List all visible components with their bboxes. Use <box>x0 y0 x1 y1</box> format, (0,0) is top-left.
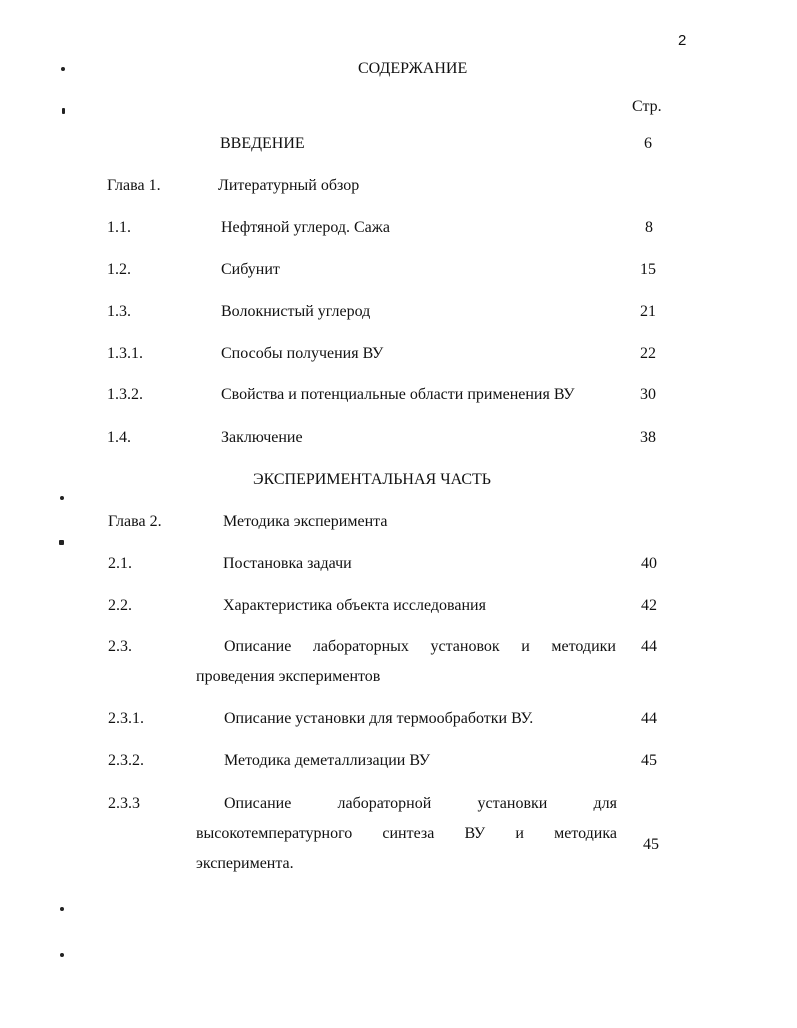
scan-mark <box>60 953 64 957</box>
chapter2-title: Методика эксперимента <box>223 513 388 530</box>
toc-entry-label-line3: эксперимента. <box>196 855 294 872</box>
toc-entry-number: 2.3.3 <box>108 795 140 812</box>
chapter1-title: Литературный обзор <box>218 177 360 194</box>
toc-entry-label: Характеристика объекта исследования <box>223 597 486 614</box>
toc-word: и <box>515 825 524 842</box>
toc-entry-label: Методика деметаллизации ВУ <box>224 752 431 769</box>
toc-entry-label: Сибунит <box>221 261 280 278</box>
toc-word: для <box>593 795 617 812</box>
chapter2-number: Глава 2. <box>108 513 162 530</box>
page-number: 2 <box>678 32 687 49</box>
toc-word: высокотемпературного <box>196 825 353 842</box>
toc-word: установок <box>430 638 500 655</box>
toc-word: установки <box>477 795 548 812</box>
toc-entry-page: 45 <box>641 752 657 769</box>
toc-entry-label: Заключение <box>221 429 303 446</box>
page-column-header: Стр. <box>632 98 662 115</box>
toc-entry-page: 44 <box>641 638 657 655</box>
toc-entry-page: 15 <box>640 261 656 278</box>
toc-entry-number: 2.1. <box>108 555 132 572</box>
toc-entry-page: 30 <box>640 386 656 403</box>
toc-entry-page: 38 <box>640 429 656 446</box>
toc-entry-label-line1 <box>224 638 616 656</box>
toc-word: методика <box>554 825 617 842</box>
toc-entry-page: 40 <box>641 555 657 572</box>
toc-entry-page: 44 <box>641 710 657 727</box>
scan-mark <box>60 496 64 500</box>
toc-entry-number: 2.3.2. <box>108 752 144 769</box>
toc-word: лабораторных <box>312 638 409 655</box>
toc-word: лабораторной <box>337 795 432 812</box>
toc-word: синтеза <box>382 825 435 842</box>
toc-entry-page: 22 <box>640 345 656 362</box>
toc-title: СОДЕРЖАНИЕ <box>358 60 468 77</box>
toc-entry-label-line2: проведения экспериментов <box>196 668 381 685</box>
toc-entry-number: 2.3.1. <box>108 710 144 727</box>
toc-entry-number: 2.3. <box>108 638 132 655</box>
intro-label: ВВЕДЕНИЕ <box>220 135 305 152</box>
toc-entry-label: Описание установки для термообработки ВУ. <box>224 710 534 727</box>
toc-word: Описание <box>224 795 292 812</box>
toc-entry-number: 1.3.2. <box>107 386 143 403</box>
toc-entry-number: 1.2. <box>107 261 131 278</box>
toc-entry-label: Способы получения ВУ <box>221 345 384 362</box>
toc-word: ВУ <box>464 825 486 842</box>
toc-entry-label: Волокнистый углерод <box>221 303 371 320</box>
toc-word: методики <box>551 638 616 655</box>
toc-entry-number: 1.3.1. <box>107 345 143 362</box>
toc-word: и <box>521 638 530 655</box>
toc-entry-label: Нефтяной углерод. Сажа <box>221 219 390 236</box>
toc-word: Описание <box>224 638 292 655</box>
toc-entry-number: 1.4. <box>107 429 131 446</box>
toc-entry-label-line1 <box>224 795 617 813</box>
toc-entry-page: 21 <box>640 303 656 320</box>
intro-page: 6 <box>644 135 652 152</box>
toc-entry-page: 42 <box>641 597 657 614</box>
toc-entry-page: 8 <box>645 219 653 236</box>
toc-entry-number: 1.3. <box>107 303 131 320</box>
toc-entry-label: Свойства и потенциальные области применения ВУ <box>221 386 575 403</box>
scan-mark <box>61 67 65 71</box>
toc-entry-label-line2 <box>196 825 617 843</box>
scan-mark <box>62 108 65 114</box>
scan-mark <box>59 540 64 545</box>
chapter1-number: Глава 1. <box>107 177 161 194</box>
toc-entry-page: 45 <box>643 836 659 853</box>
section-heading: ЭКСПЕРИМЕНТАЛЬНАЯ ЧАСТЬ <box>253 471 491 488</box>
toc-entry-label: Постановка задачи <box>223 555 352 572</box>
scan-mark <box>60 907 64 911</box>
toc-entry-number: 2.2. <box>108 597 132 614</box>
toc-entry-number: 1.1. <box>107 219 131 236</box>
